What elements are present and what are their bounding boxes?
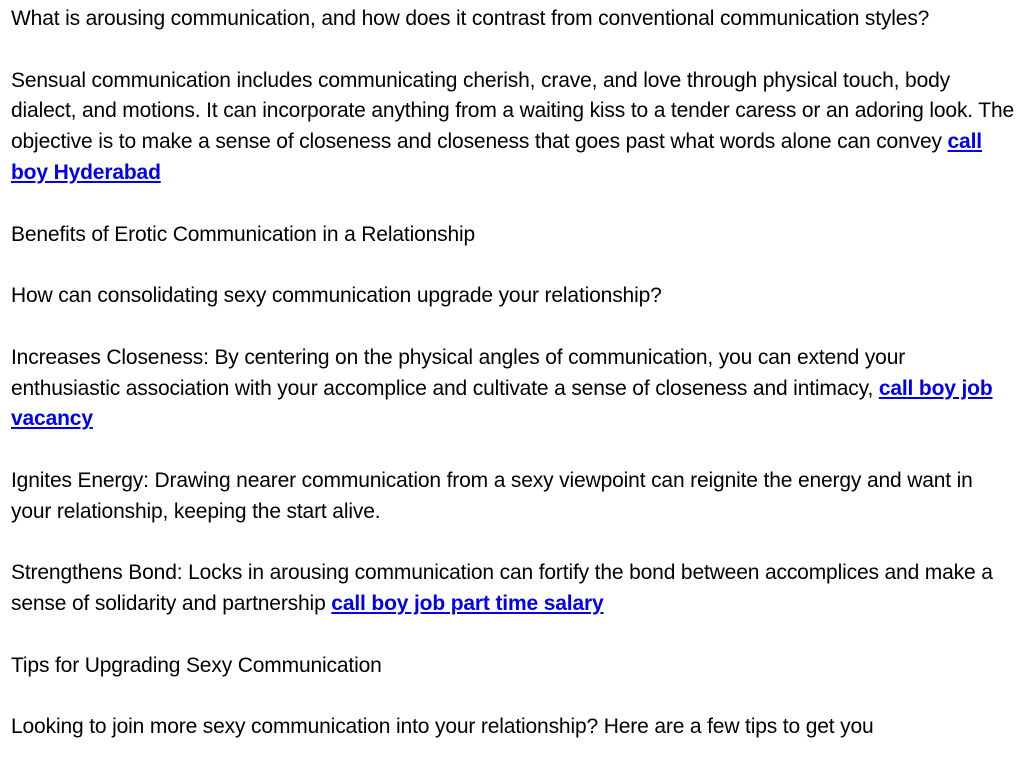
- paragraph-text: Sensual communication includes communicating cherish, crave, and love through physical touch, body dialect, and motions. It can incorporate anything from a waiting kiss to a tender caress or an adoring look. The objective is to make a sense of closeness and closeness that goes past what words alone can convey: [11, 68, 1015, 154]
- tips-intro-paragraph: [11, 712, 1017, 743]
- sensual-communication-paragraph: [11, 66, 1017, 189]
- paragraph-text: Tips for Upgrading Sexy Communication: [11, 653, 382, 677]
- call-boy-hyderabad-link[interactable]: call boy Hyderabad: [11, 130, 982, 184]
- paragraph-text: Ignites Energy: Drawing nearer communication from a sexy viewpoint can reignite the energy and want in your relationship, keeping the start alive.: [11, 468, 973, 523]
- call-boy-job-vacancy-link[interactable]: call boy job vacancy: [11, 376, 993, 431]
- paragraph-text: Strengthens Bond: Locks in arousing communication can fortify the bond between accomplices and make a sense of solidarity and partnership: [11, 561, 993, 616]
- paragraph-text: Increases Closeness: By centering on the physical angles of communication, you can extend your enthusiastic association with your accomplice and cultivate a sense of closeness and intimacy,: [11, 345, 906, 400]
- tips-heading: [11, 651, 1017, 682]
- benefits-heading: [11, 220, 1017, 251]
- paragraph-text: How can consolidating sexy communication upgrade your relationship?: [11, 284, 662, 308]
- call-boy-job-part-time-salary-link[interactable]: call boy job part time salary: [331, 592, 604, 616]
- question-heading: [11, 4, 1017, 35]
- paragraph-text: Looking to join more sexy communication into your relationship? Here are a few tips to get you: [11, 715, 874, 739]
- document-body: [11, 4, 1017, 774]
- paragraph-text: Benefits of Erotic Communication in a Relationship: [11, 222, 476, 246]
- paragraph-text: What is arousing communication, and how does it contrast from conventional communication styles?: [11, 7, 930, 30]
- strengthens-bond-paragraph: [11, 558, 1017, 620]
- ignites-energy-paragraph: [11, 466, 1017, 528]
- increases-closeness-paragraph: [11, 343, 1017, 435]
- consolidating-question: [11, 281, 1017, 312]
